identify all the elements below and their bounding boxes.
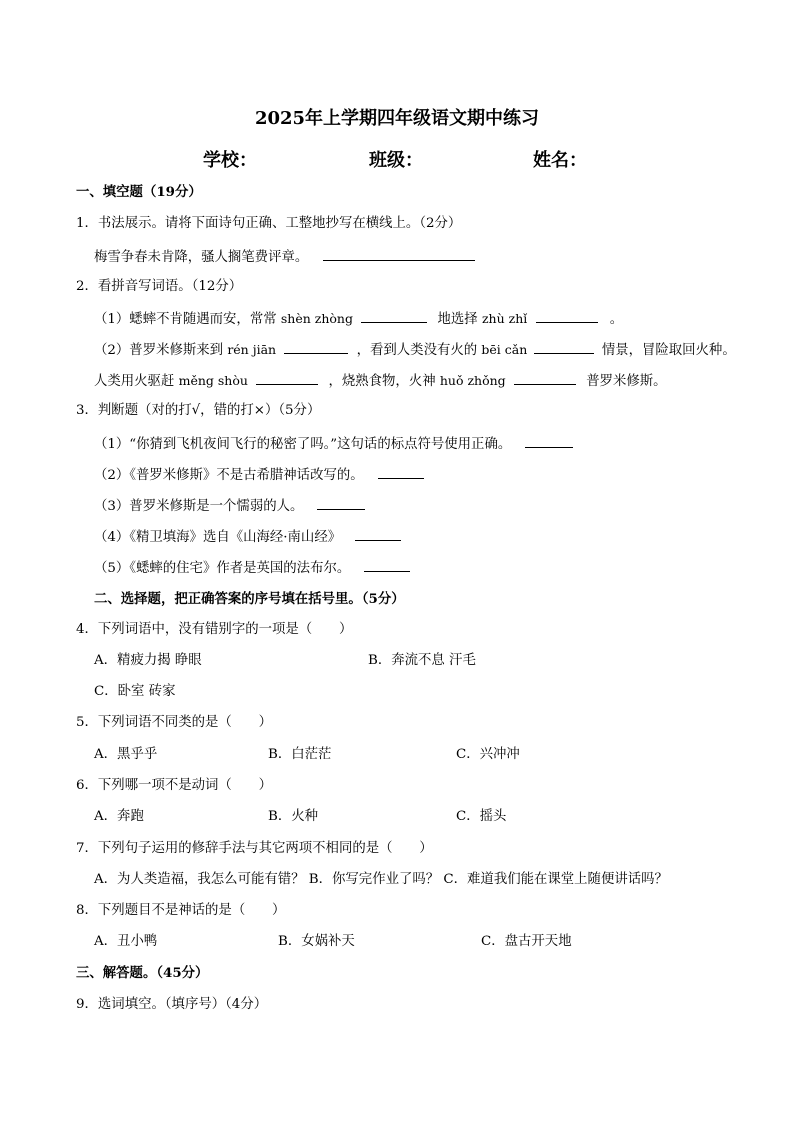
section-3-heading: 三、解答题。（45分） [76, 965, 209, 981]
judge-item: （1）“你猜到飞机夜间飞行的秘密了吗。”这句话的标点符号使用正确。 [94, 434, 573, 454]
answer-blank[interactable] [256, 371, 318, 385]
judge-item: （5）《蟋蟀的住宅》作者是英国的法布尔。 [94, 558, 410, 578]
school-label: 学校： [203, 150, 257, 171]
option-a[interactable]: A．奔跑 [94, 809, 144, 824]
section-1-heading: 一、填空题（19分） [76, 184, 202, 200]
pinyin: zhù zhǐ [481, 311, 528, 326]
option-c[interactable]: C．盘古开天地 [481, 934, 572, 949]
pinyin: huǒ zhǒng [439, 373, 506, 388]
question-8-stem: 8．下列题目不是神话的是（ ） [76, 903, 286, 918]
option-b[interactable]: B．奔流不息 汗毛 [368, 653, 476, 668]
question-2-line-2: （2）普罗米修斯来到 rén jiān ，看到人类没有火的 bēi cǎn 情景，冒险取回火种。 [94, 342, 736, 358]
question-9-stem: 9．选词填空。（填序号）（4分） [76, 997, 268, 1012]
judge-item: （3）普罗米修斯是一个懦弱的人。 [94, 496, 365, 516]
question-1-poem [94, 247, 475, 267]
answer-blank[interactable] [534, 340, 594, 354]
answer-blank[interactable] [323, 247, 475, 261]
question-6-stem: 6．下列哪一项不是动词（ ） [76, 778, 272, 793]
judge-item: （4）《精卫填海》选自《山海经·南山经》 [94, 527, 401, 547]
option-a[interactable]: A．黑乎乎 [94, 747, 158, 762]
option-b[interactable]: B．女娲补天 [278, 934, 355, 949]
option-c[interactable]: C．兴冲冲 [456, 747, 520, 762]
section-2-heading: 二、选择题，把正确答案的序号填在括号里。（5分） [94, 591, 405, 607]
class-label: 班级： [369, 150, 423, 171]
question-4-stem: 4．下列词语中，没有错别字的一项是（ ） [76, 622, 353, 637]
option-b[interactable]: B．火种 [268, 809, 319, 824]
poem-text: 梅雪争春未肯降，骚人搁笔费评章。 [94, 250, 309, 265]
pinyin: rén jiān [227, 342, 277, 357]
question-7-stem: 7．下列句子运用的修辞手法与其它两项不相同的是（ ） [76, 841, 433, 856]
judge-item: （2）《普罗米修斯》不是古希腊神话改写的。 [94, 465, 424, 485]
answer-blank[interactable] [361, 309, 427, 323]
name-label: 姓名： [533, 150, 587, 171]
answer-blank[interactable] [284, 340, 348, 354]
question-2-line-3: 人类用火驱赶 měng shòu ，烧熟食物，火神 huǒ zhǒng 普罗米修斯。 [94, 373, 667, 389]
question-2-line-1: （1）蟋蟀不肯随遇而安，常常 shèn zhòng 地选择 zhù zhǐ 。 [94, 311, 624, 327]
pinyin: shèn zhòng [280, 311, 353, 326]
option-c[interactable]: C．摇头 [456, 809, 507, 824]
answer-blank[interactable] [364, 558, 410, 572]
option-c[interactable]: C．卧室 砖家 [94, 684, 176, 699]
answer-blank[interactable] [514, 371, 576, 385]
option-a[interactable]: A．精疲力揭 睁眼 [94, 653, 202, 668]
answer-blank[interactable] [525, 434, 573, 448]
question-7-options[interactable]: A．为人类造福，我怎么可能有错？ B．你写完作业了吗？ C．难道我们能在课堂上随便讲话吗？ [94, 872, 668, 887]
pinyin: bēi cǎn [481, 342, 528, 357]
exam-title: 2025年上学期四年级语文期中练习 [254, 108, 540, 129]
option-b[interactable]: B．白茫茫 [268, 747, 332, 762]
question-5-stem: 5．下列词语不同类的是（ ） [76, 715, 272, 730]
answer-blank[interactable] [317, 496, 365, 510]
question-1-stem: 1．书法展示。请将下面诗句正确、工整地抄写在横线上。（2分） [76, 216, 462, 231]
option-a[interactable]: A．丑小鸭 [94, 934, 158, 949]
answer-blank[interactable] [355, 527, 401, 541]
answer-blank[interactable] [536, 309, 598, 323]
question-3-stem: 3．判断题（对的打√，错的打×）（5分） [76, 403, 321, 418]
pinyin: měng shòu [178, 373, 248, 388]
answer-blank[interactable] [378, 465, 424, 479]
question-2-stem: 2．看拼音写词语。（12分） [76, 279, 243, 294]
